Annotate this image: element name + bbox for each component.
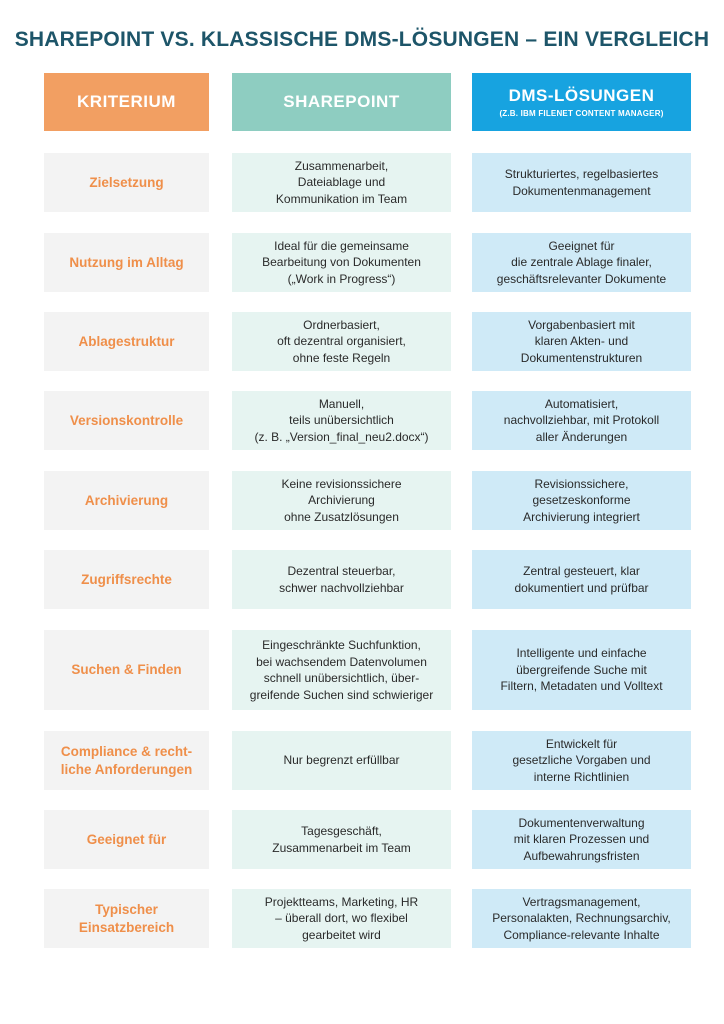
sharepoint-cell: Ordnerbasiert, oft dezentral organisiert, ohne feste Regeln xyxy=(232,312,451,371)
kriterium-cell: Geeignet für xyxy=(44,810,209,869)
table-row xyxy=(0,233,724,292)
kriterium-cell: Zugriffsrechte xyxy=(44,550,209,609)
dms-cell: Geeignet für die zentrale Ablage finaler, geschäftsrelevanter Dokumente xyxy=(472,233,691,292)
header-kriterium-label: KRITERIUM xyxy=(77,92,176,111)
table-row xyxy=(0,391,724,450)
dms-cell: Zentral gesteuert, klar dokumentiert und prüfbar xyxy=(472,550,691,609)
dms-cell: Strukturiertes, regelbasiertes Dokumentenmanagement xyxy=(472,153,691,212)
sharepoint-cell: Projektteams, Marketing, HR – überall dort, wo flexibel gearbeitet wird xyxy=(232,889,451,948)
kriterium-cell: Archivierung xyxy=(44,471,209,530)
sharepoint-cell: Manuell, teils unübersichtlich (z. B. „Version_final_neu2.docx“) xyxy=(232,391,451,450)
dms-cell: Entwickelt für gesetzliche Vorgaben und interne Richtlinien xyxy=(472,731,691,790)
header-kriterium xyxy=(44,73,209,131)
table-row xyxy=(0,471,724,530)
table-row xyxy=(0,810,724,869)
sharepoint-cell: Tagesgeschäft, Zusammenarbeit im Team xyxy=(232,810,451,869)
sharepoint-cell: Eingeschränkte Suchfunktion, bei wachsendem Datenvolumen schnell unübersichtlich, über- greifende Suchen sind schwieriger xyxy=(232,630,451,710)
dms-cell: Automatisiert, nachvollziehbar, mit Protokoll aller Änderungen xyxy=(472,391,691,450)
sharepoint-cell: Keine revisionssichere Archivierung ohne Zusatzlösungen xyxy=(232,471,451,530)
dms-cell: Revisionssichere, gesetzeskonforme Archivierung integriert xyxy=(472,471,691,530)
dms-cell: Vorgabenbasiert mit klaren Akten- und Dokumentenstrukturen xyxy=(472,312,691,371)
header-dms-label: DMS-LÖSUNGEN xyxy=(508,86,655,105)
table-row xyxy=(0,731,724,790)
kriterium-cell: Zielsetzung xyxy=(44,153,209,212)
header-dms xyxy=(472,73,691,131)
kriterium-cell: Compliance & recht- liche Anforderungen xyxy=(44,731,209,790)
table-row xyxy=(0,630,724,710)
dms-cell: Intelligente und einfache übergreifende Suche mit Filtern, Metadaten und Volltext xyxy=(472,630,691,710)
header-sharepoint-label: SHAREPOINT xyxy=(283,92,400,111)
header-sharepoint xyxy=(232,73,451,131)
sharepoint-cell: Zusammenarbeit, Dateiablage und Kommunikation im Team xyxy=(232,153,451,212)
header-dms-sublabel: (Z.B. IBM FILENET CONTENT MANAGER) xyxy=(499,109,664,118)
kriterium-cell: Nutzung im Alltag xyxy=(44,233,209,292)
sharepoint-cell: Nur begrenzt erfüllbar xyxy=(232,731,451,790)
kriterium-cell: Typischer Einsatzbereich xyxy=(44,889,209,948)
sharepoint-cell: Ideal für die gemeinsame Bearbeitung von Dokumenten („Work in Progress“) xyxy=(232,233,451,292)
kriterium-cell: Suchen & Finden xyxy=(44,630,209,710)
kriterium-cell: Versionskontrolle xyxy=(44,391,209,450)
page-title: SHAREPOINT VS. KLASSISCHE DMS-LÖSUNGEN – EIN VERGLEICH xyxy=(14,28,710,51)
table-row xyxy=(0,312,724,371)
table-row xyxy=(0,550,724,609)
table-row xyxy=(0,153,724,212)
table-row xyxy=(0,889,724,948)
dms-cell: Dokumentenverwaltung mit klaren Prozessen und Aufbewahrungsfristen xyxy=(472,810,691,869)
dms-cell: Vertragsmanagement, Personalakten, Rechnungsarchiv, Compliance-relevante Inhalte xyxy=(472,889,691,948)
sharepoint-cell: Dezentral steuerbar, schwer nachvollziehbar xyxy=(232,550,451,609)
kriterium-cell: Ablagestruktur xyxy=(44,312,209,371)
